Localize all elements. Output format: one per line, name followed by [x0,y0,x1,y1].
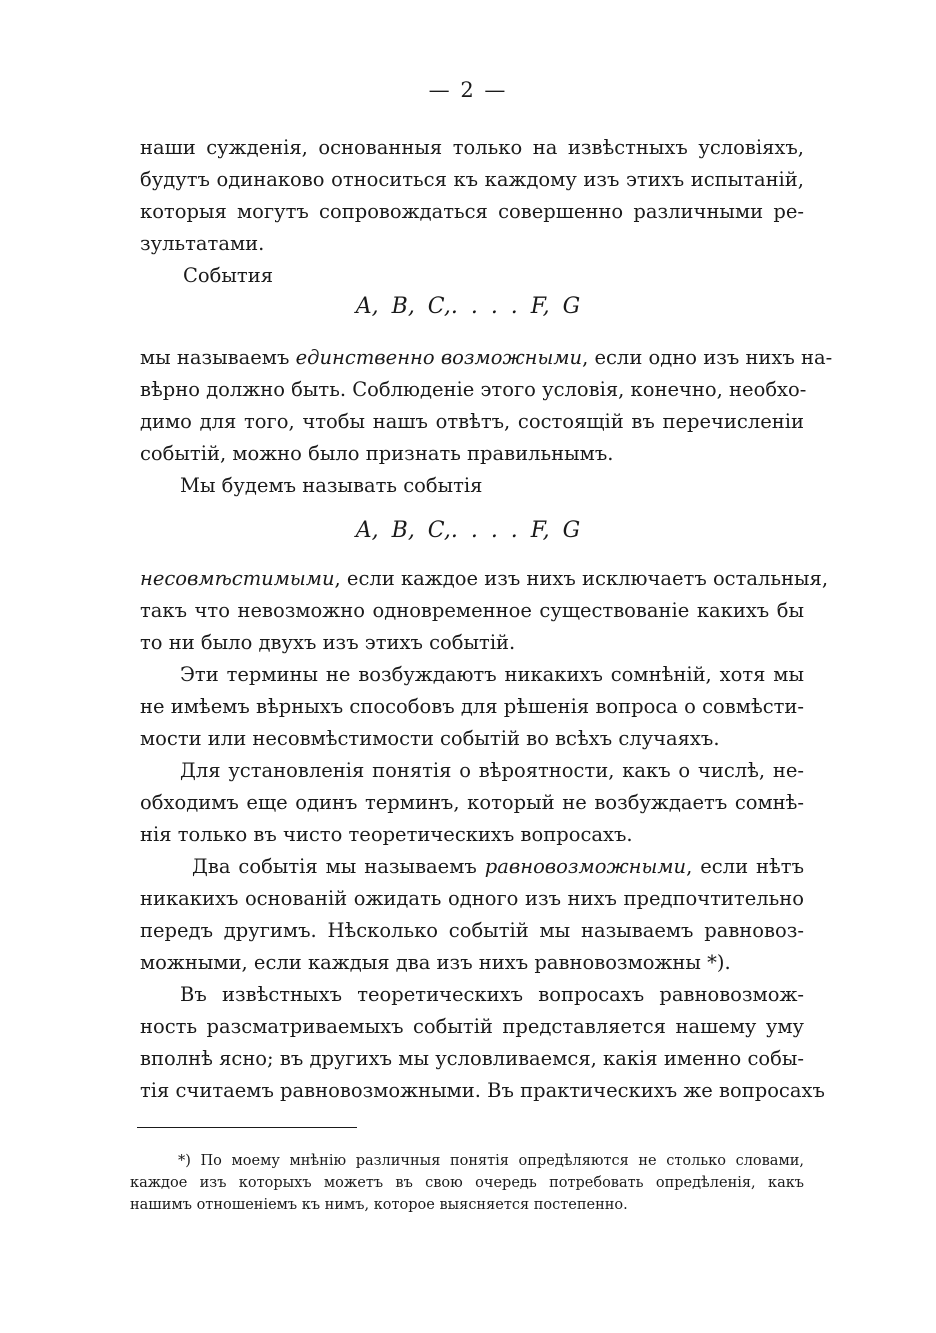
text-line: событій, можно было признать правильнымъ. [140,442,614,465]
text-line: передъ другимъ. Нѣсколько событій мы называемъ равновоз- [140,919,804,942]
footnote-divider [137,1127,357,1128]
emphasis-term: несовмѣстимыми [140,567,335,590]
text-line: несовмѣстимыми, если каждое изъ нихъ исключаетъ остальныя, [140,567,829,590]
text-line: то ни было двухъ изъ этихъ событій. [140,631,516,654]
text-line: не имѣемъ вѣрныхъ способовъ для рѣшенія вопроса о совмѣсти- [140,695,804,718]
footnote-line: *) По моему мнѣнію различныя понятія опредѣляются не столько словами, [178,1153,804,1169]
text-line: События [183,264,274,287]
text-line: мости или несовмѣстимости событій во всѣхъ случаяхъ. [140,727,720,750]
text-line: нія только въ чисто теоретическихъ вопросахъ. [140,823,633,846]
text-line: наши сужденія, основанныя только на извѣстныхъ условіяхъ, [140,136,804,159]
emphasis-term: единственно возможными [295,346,583,369]
text-line: зультатами. [140,232,265,255]
page-number: — 2 — [428,78,508,102]
formula-events: A, B, C,. . . . F, G [355,294,581,319]
text-line: Для установленія понятія о вѣроятности, какъ о числѣ, не- [180,759,804,782]
text-line: Два событія мы называемъ равновозможными, если нѣтъ [192,855,804,878]
footnote-line: нашимъ отношеніемъ къ нимъ, которое выясняется постепенно. [130,1197,628,1213]
text-line: которыя могутъ сопровождаться совершенно различными ре- [140,200,804,223]
text-line: Эти термины не возбуждаютъ никакихъ сомнѣній, хотя мы [180,663,804,686]
text-line: вѣрно должно быть. Соблюденіе этого условія, конечно, необхо- [140,378,807,401]
emphasis-term: равновозможными [484,855,687,878]
text-line: Мы будемъ называть событія [180,474,483,497]
formula-events: A, B, C,. . . . F, G [355,518,581,543]
text-line: тія считаемъ равновозможными. Въ практическихъ же вопросахъ [140,1079,825,1102]
text-line: димо для того, чтобы нашъ отвѣтъ, состоящій въ перечисленіи [140,410,804,433]
text-line: Въ извѣстныхъ теоретическихъ вопросахъ равновозмож- [180,983,804,1006]
text-line: можными, если каждыя два изъ нихъ равновозможны *). [140,951,731,974]
text-line: будутъ одинаково относиться къ каждому изъ этихъ испытаній, [140,168,804,191]
text-line: никакихъ основаній ожидать одного изъ нихъ предпочтительно [140,887,804,910]
text-line: такъ что невозможно одновременное существованіе какихъ бы [140,599,804,622]
footnote-line: каждое изъ которыхъ можетъ въ свою очередь потребовать опредѣленія, какъ [130,1175,804,1191]
text-line: вполнѣ ясно; въ другихъ мы условливаемся, какія именно собы- [140,1047,804,1070]
text-line: обходимъ еще одинъ терминъ, который не возбуждаетъ сомнѣ- [140,791,804,814]
text-line: мы называемъ единственно возможными, если одно изъ нихъ на- [140,346,833,369]
text-line: ность разсматриваемыхъ событій представляется нашему уму [140,1015,804,1038]
